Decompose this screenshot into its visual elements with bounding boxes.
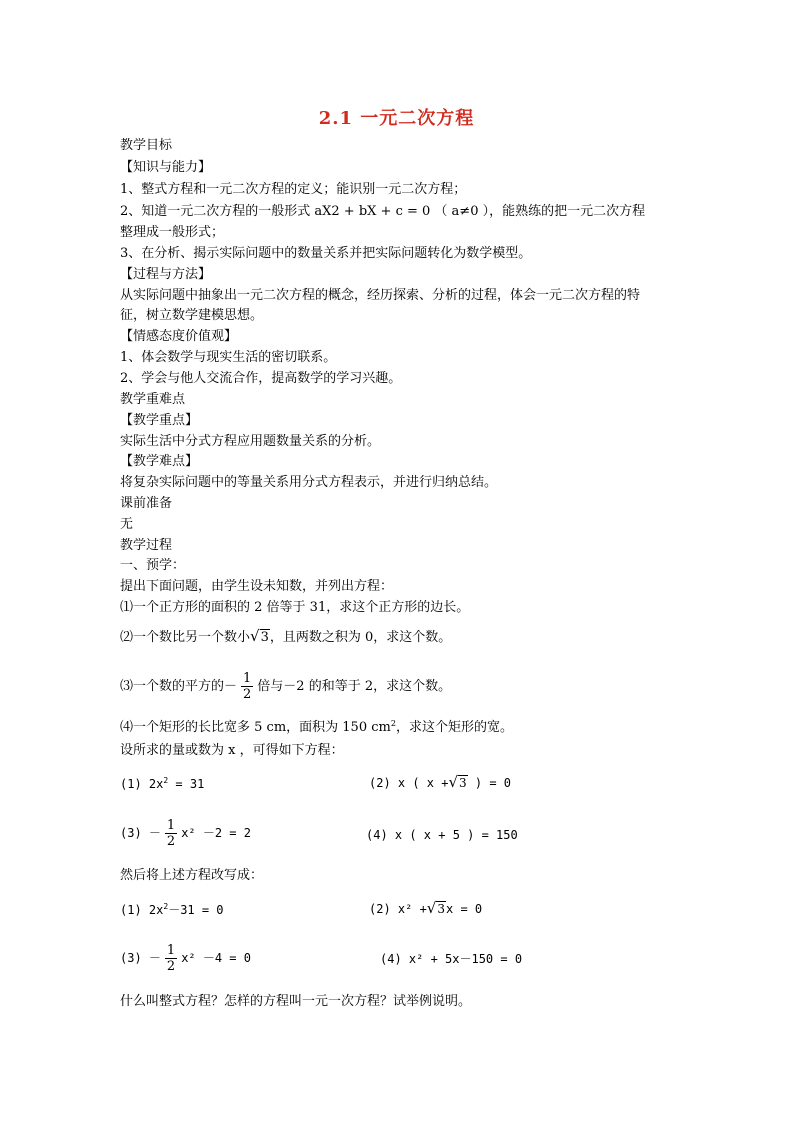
- text-line: 【教学重点】: [120, 413, 199, 428]
- text-line: 【过程与方法】: [120, 267, 212, 282]
- text-line: 教学目标: [120, 138, 173, 153]
- sqrt-symbol: √3: [426, 899, 445, 917]
- text-line: 3、在分析、揭示实际问题中的数量关系并把实际问题转化为数学模型。: [120, 246, 532, 261]
- problem-4: ⑷一个矩形的长比宽多 5 cm，面积为 150 $cm^2$，求这个矩形的宽。: [120, 719, 513, 735]
- text-line: ⑴一个正方形的面积的 2 倍等于 31，求这个正方形的边长。: [120, 600, 470, 615]
- equation-a4: (4) x ( x + 5 ) = 150: [366, 828, 518, 842]
- sqrt-symbol: √3: [448, 773, 467, 791]
- text-line: 1、体会数学与现实生活的密切联系。: [120, 350, 337, 365]
- text-line: 实际生活中分式方程应用题数量关系的分析。: [120, 434, 381, 449]
- text-line: 2、学会与他人交流合作，提高数学的学习兴趣。: [120, 371, 402, 386]
- equation-a1: (1) $2x^2 = 31$: [120, 776, 205, 791]
- text-line: 无: [120, 517, 134, 532]
- equation-b2: (2) x² +√3x = 0: [369, 899, 483, 917]
- text-line: 从实际问题中抽象出一元二次方程的概念，经历探索、分析的过程，体会一元二次方程的特: [120, 288, 641, 303]
- problem-2: ⑵一个数比另一个数小√3，且两数之积为 0，求这个数。: [120, 627, 452, 645]
- text-line: 一、预学：: [120, 558, 186, 573]
- equation-b4: (4) x² + 5x－150 = 0: [380, 952, 523, 966]
- text-line: 2、知道一元二次方程的一般形式 aX2 + bX + c = 0 （ a≠0 ），能熟练的把一元二次方程: [120, 204, 646, 219]
- text-line: 1、整式方程和一元二次方程的定义；能识别一元二次方程；: [120, 182, 467, 197]
- text-line: 提出下面问题，由学生设未知数，并列出方程：: [120, 579, 394, 594]
- problem-3: ⑶一个数的平方的－ $\frac{1}{2}$ 倍与－2 的和等于 2，求这个数。: [120, 671, 452, 702]
- equation-b3: (3) － $\frac{1}{2}$ x² －4 = 0: [120, 943, 251, 974]
- text-line: 【教学难点】: [120, 454, 199, 469]
- text-line: 教学重难点: [120, 392, 186, 407]
- text-line: 课前准备: [120, 496, 173, 511]
- text-line: 整理成一般形式；: [120, 225, 225, 240]
- equation-b1: (1) $2x^2-31 = 0$: [120, 902, 224, 917]
- fraction: $\frac{1}{2}$: [166, 818, 176, 849]
- text-line: 【知识与能力】: [120, 160, 212, 175]
- text-line: 教学过程: [120, 538, 173, 553]
- document-title: 2.1 一元二次方程: [318, 108, 475, 129]
- text-line: 什么叫整式方程？怎样的方程叫一元一次方程？试举例说明。: [120, 994, 472, 1009]
- text-line: 设所求的量或数为 x ，可得如下方程：: [120, 743, 344, 758]
- text-line: 然后将上述方程改写成：: [120, 868, 264, 883]
- equation-a3: (3) － $\frac{1}{2}$ x² －2 = 2: [120, 818, 251, 849]
- fraction: $\frac{1}{2}$: [166, 943, 176, 974]
- fraction: $\frac{1}{2}$: [243, 671, 252, 702]
- text-line: 征，树立数学建模思想。: [120, 308, 264, 323]
- equation-a2: (2) x ( x +√3 ) = 0: [369, 773, 512, 791]
- sqrt-symbol: √3: [250, 627, 269, 645]
- text-line: 【情感态度价值观】: [120, 329, 238, 344]
- text-line: 将复杂实际问题中的等量关系用分式方程表示，并进行归纳总结。: [120, 475, 498, 490]
